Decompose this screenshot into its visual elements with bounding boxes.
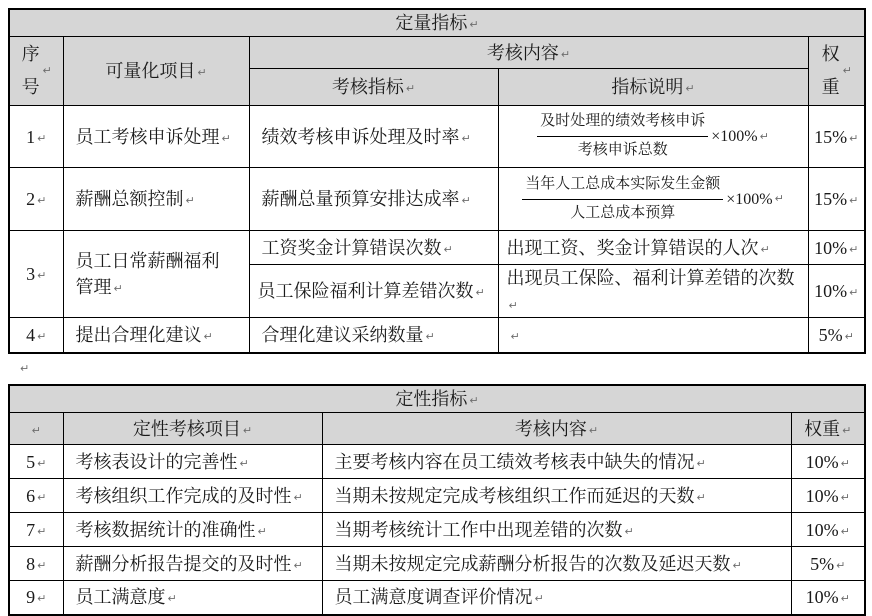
cell-item [63, 479, 322, 513]
cell-no [9, 513, 63, 547]
paragraph-mark: ↵ [840, 490, 850, 504]
qual-header-item [63, 413, 322, 445]
qual-title-row [9, 385, 865, 413]
row-number: 4 [26, 324, 36, 345]
paragraph-mark: ↵ [197, 66, 207, 80]
paragraph-mark: ↵ [37, 194, 47, 208]
paragraph-mark: ↵ [293, 490, 303, 504]
quant-title-text: 定量指标 [395, 13, 468, 33]
weight-value: 15% [814, 126, 848, 147]
cell-formula [498, 106, 808, 168]
quant-header-row-1 [9, 37, 865, 69]
cell-weight [808, 231, 865, 265]
cell-no [9, 318, 63, 353]
description-text: 出现员工保险、福利计算差错的次数 [506, 268, 795, 289]
item-text: 薪酬总额控制 [75, 189, 184, 210]
paragraph-mark: ↵ [475, 286, 485, 300]
cell-item [63, 318, 249, 353]
cell-content [322, 581, 791, 615]
quantitative-indicators-table [8, 8, 866, 354]
paragraph-mark: ↵ [534, 592, 544, 606]
weight-value: 5% [810, 553, 835, 574]
cell-indicator [249, 231, 498, 265]
paragraph-mark: ↵ [469, 18, 479, 31]
cell-description [498, 265, 808, 318]
row-number: 1 [26, 126, 36, 147]
cell-item [63, 513, 322, 547]
cell-item [63, 231, 249, 318]
paragraph-mark: ↵ [560, 47, 571, 61]
item-text: 提出合理化建议 [75, 324, 202, 345]
paragraph-mark: ↵ [37, 524, 47, 538]
qual-row-5 [9, 445, 865, 479]
cell-no [9, 231, 63, 318]
paragraph-mark: ↵ [20, 362, 30, 376]
cell-weight [791, 513, 865, 547]
fraction-numerator: 当年人工总成本实际发生金额 [522, 174, 723, 200]
weight-value: 10% [814, 237, 848, 258]
qual-header-seq [9, 413, 63, 445]
row-number: 2 [26, 189, 36, 210]
cell-weight [808, 265, 865, 318]
cell-indicator [249, 168, 498, 231]
quant-row-4 [9, 318, 865, 353]
quant-header-seq-label: 序号 [21, 43, 40, 98]
qual-header-weight-label: 权重 [804, 418, 841, 439]
paragraph-mark: ↵ [461, 131, 471, 145]
content-text: 当期未按规定完成考核组织工作而延迟的天数 [334, 485, 695, 506]
qualitative-indicators-table [8, 384, 866, 616]
item-text: 考核表设计的完善性 [75, 451, 238, 472]
paragraph-mark: ↵ [685, 82, 695, 96]
paragraph-mark: ↵ [425, 329, 435, 343]
quant-header-item-label: 可量化项目 [105, 61, 196, 82]
paragraph-mark: ↵ [849, 286, 859, 300]
paragraph-mark: ↵ [257, 524, 267, 538]
cell-item [63, 445, 322, 479]
quant-header-item [63, 37, 249, 106]
qual-header-content [322, 413, 791, 445]
paragraph-mark: ↵ [167, 592, 177, 606]
paragraph-mark: ↵ [37, 456, 47, 470]
paragraph-mark: ↵ [774, 192, 784, 206]
content-text: 当期未按规定完成薪酬分析报告的次数及延迟天数 [334, 553, 731, 574]
quant-header-content [249, 37, 808, 69]
row-number: 3 [26, 264, 36, 285]
paragraph-mark: ↵ [840, 456, 850, 470]
paragraph-mark: ↵ [510, 329, 520, 343]
cell-no [9, 106, 63, 168]
cell-indicator [249, 318, 498, 353]
weight-value: 10% [805, 451, 839, 472]
paragraph-mark: ↵ [37, 592, 47, 606]
fraction-denominator: 考核申诉总数 [577, 142, 668, 159]
cell-weight [808, 168, 865, 231]
paragraph-mark: ↵ [293, 558, 303, 572]
qual-header-item-label: 定性考核项目 [132, 418, 241, 439]
weight-value: 10% [805, 587, 839, 608]
paragraph-mark: ↵ [624, 524, 634, 538]
cell-item [63, 547, 322, 581]
content-text: 员工满意度调查评价情况 [334, 587, 533, 608]
paragraph-mark: ↵ [37, 131, 47, 145]
content-text: 当期考核统计工作中出现差错的次数 [334, 519, 623, 540]
paragraph-mark: ↵ [508, 299, 518, 313]
fraction-denominator: 人工总成本预算 [570, 204, 676, 221]
cell-content [322, 513, 791, 547]
paragraph-mark: ↵ [849, 242, 859, 256]
cell-indicator [249, 265, 498, 318]
weight-value: 10% [805, 519, 839, 540]
cell-description-empty [498, 318, 808, 353]
row-number: 8 [26, 553, 36, 574]
quant-row-2 [9, 168, 865, 231]
quant-header-indicator [249, 69, 498, 106]
paragraph-mark: ↵ [37, 490, 47, 504]
cell-item [63, 168, 249, 231]
fraction-formula [499, 111, 808, 162]
fraction-formula [499, 174, 808, 225]
fraction [522, 174, 723, 225]
paragraph-mark: ↵ [696, 490, 706, 504]
qual-table-title [9, 385, 865, 413]
item-text: 考核组织工作完成的及时性 [75, 485, 292, 506]
cell-weight [791, 547, 865, 581]
paragraph-mark: ↵ [461, 194, 471, 208]
paragraph-mark: ↵ [844, 329, 854, 343]
cell-formula [498, 168, 808, 231]
paragraph-mark: ↵ [37, 329, 47, 343]
paragraph-mark: ↵ [760, 242, 770, 256]
paragraph-mark: ↵ [849, 131, 859, 145]
cell-item [63, 581, 322, 615]
row-number: 6 [26, 485, 36, 506]
fraction [537, 111, 708, 162]
indicator-text: 员工保险福利计算差错次数 [257, 281, 474, 302]
paragraph-mark: ↵ [836, 558, 846, 572]
paragraph-mark: ↵ [203, 329, 213, 343]
paragraph-mark: ↵ [31, 423, 41, 437]
cell-no [9, 547, 63, 581]
item-text: 考核数据统计的准确性 [75, 519, 256, 540]
indicator-text: 工资奖金计算错误次数 [261, 237, 442, 258]
qual-row-8 [9, 547, 865, 581]
cell-weight [808, 318, 865, 353]
paragraph-mark: ↵ [443, 242, 453, 256]
row-number: 5 [26, 451, 36, 472]
cell-content [322, 479, 791, 513]
cell-weight [791, 479, 865, 513]
content-text: 主要考核内容在员工绩效考核表中缺失的情况 [334, 451, 695, 472]
paragraph-mark: ↵ [732, 558, 742, 572]
cell-no [9, 445, 63, 479]
fraction-numerator: 及时处理的绩效考核申诉 [537, 111, 708, 137]
qual-row-6 [9, 479, 865, 513]
quant-row-3a [9, 231, 865, 265]
paragraph-mark: ↵ [113, 282, 123, 296]
paragraph-mark: ↵ [840, 524, 850, 538]
qual-row-7 [9, 513, 865, 547]
quant-header-seq [9, 37, 63, 106]
indicator-text: 绩效考核申诉处理及时率 [261, 126, 460, 147]
quant-row-1 [9, 106, 865, 168]
paragraph-mark: ↵ [849, 194, 859, 208]
paragraph-mark: ↵ [759, 129, 769, 143]
indicator-text: 薪酬总量预算安排达成率 [261, 189, 460, 210]
cell-no [9, 168, 63, 231]
cell-no [9, 581, 63, 615]
indicator-text: 合理化建议采纳数量 [261, 324, 424, 345]
quant-header-content-label: 考核内容 [486, 42, 559, 63]
cell-weight [791, 581, 865, 615]
description-text: 出现工资、奖金计算错误的人次 [506, 237, 759, 258]
qual-header-weight [791, 413, 865, 445]
cell-weight [808, 106, 865, 168]
weight-value: 5% [818, 324, 843, 345]
quant-header-indicator-label: 考核指标 [331, 77, 404, 98]
item-text: 员工日常薪酬福利管理 [75, 251, 220, 298]
qual-title-text: 定性指标 [395, 388, 468, 409]
paragraph-mark: ↵ [588, 423, 599, 437]
weight-value: 15% [814, 189, 848, 210]
paragraph-mark: ↵ [696, 456, 706, 470]
qual-header-row [9, 413, 865, 445]
paragraph-mark: ↵ [239, 456, 249, 470]
weight-value: 10% [805, 485, 839, 506]
cell-content [322, 547, 791, 581]
quant-header-weight [808, 37, 865, 106]
cell-indicator [249, 106, 498, 168]
paragraph-mark: ↵ [842, 64, 852, 78]
cell-weight [791, 445, 865, 479]
paragraph-mark: ↵ [405, 82, 416, 96]
paragraph-mark: ↵ [221, 131, 231, 145]
quant-header-weight-label: 权重 [821, 43, 840, 98]
cell-item [63, 106, 249, 168]
item-text: 员工满意度 [75, 587, 166, 608]
cell-description [498, 231, 808, 265]
qual-row-9 [9, 581, 865, 615]
fraction-multiplier: ×100% [711, 128, 758, 145]
quant-title-row [9, 9, 865, 37]
paragraph-mark: ↵ [37, 558, 47, 572]
cell-content [322, 445, 791, 479]
fraction-multiplier: ×100% [726, 190, 773, 208]
cell-no [9, 479, 63, 513]
paragraph-mark: ↵ [842, 423, 852, 437]
quant-header-description [498, 69, 808, 106]
row-number: 9 [26, 587, 36, 608]
paragraph-mark: ↵ [185, 194, 195, 208]
paragraph-mark: ↵ [42, 64, 52, 78]
quant-header-description-label: 指标说明 [611, 77, 684, 98]
item-text: 员工考核申诉处理 [75, 126, 220, 147]
item-text: 薪酬分析报告提交的及时性 [75, 553, 292, 574]
weight-value: 10% [814, 281, 848, 302]
between-tables-paragraph [8, 354, 872, 384]
qual-header-content-label: 考核内容 [514, 418, 587, 439]
paragraph-mark: ↵ [469, 393, 479, 407]
quant-table-title [9, 9, 865, 37]
paragraph-mark: ↵ [242, 423, 253, 437]
paragraph-mark: ↵ [37, 269, 47, 283]
row-number: 7 [26, 519, 36, 540]
paragraph-mark: ↵ [840, 592, 850, 606]
